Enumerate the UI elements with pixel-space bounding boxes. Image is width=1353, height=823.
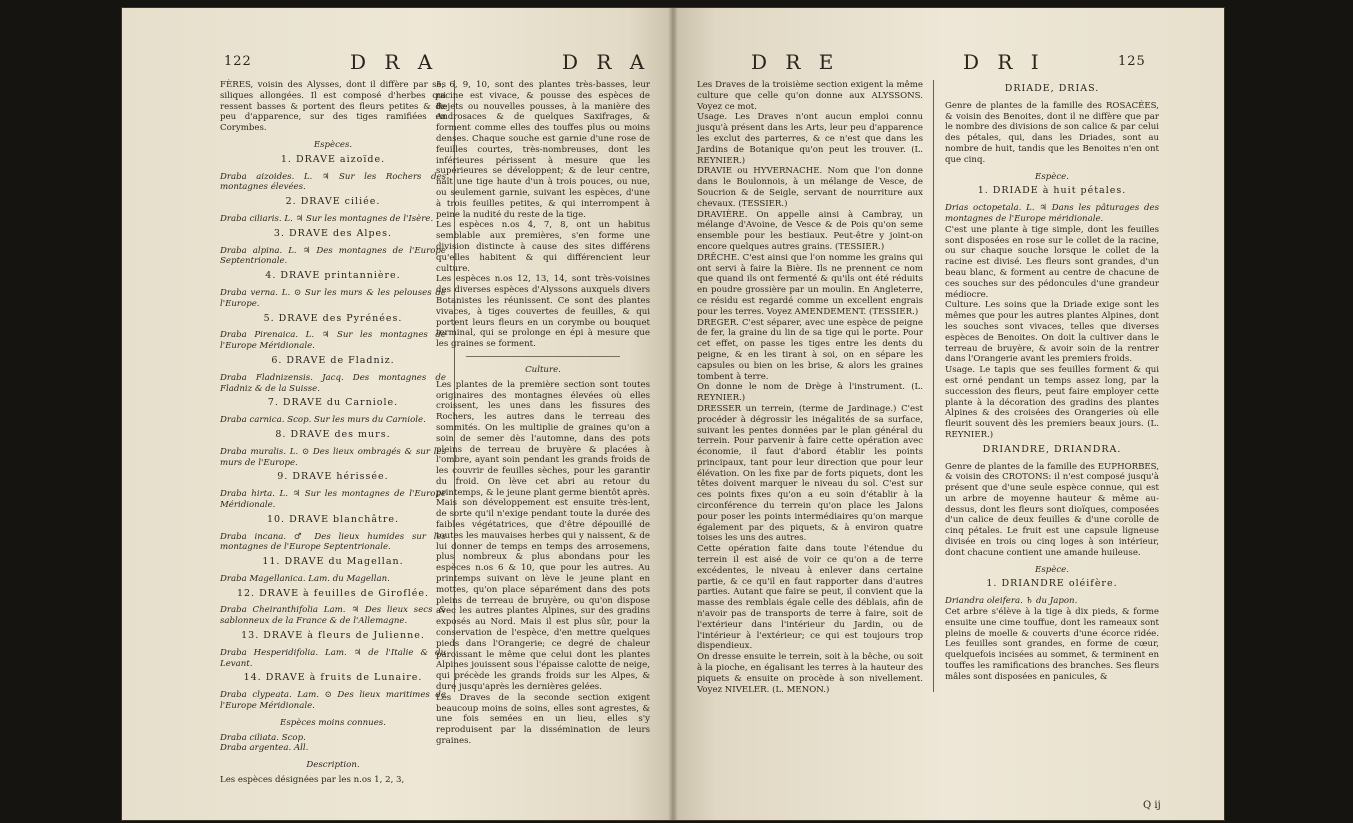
right-page-number: 125 [1118, 54, 1146, 69]
species-text: Draba carnica. Scop. Sur les murs du Carniole. [220, 415, 426, 426]
paragraph: DRESSER un terrein, (terme de Jardinage.) C'est procéder à dégrossir les inégalités de sa surface, suivant les pentes données par le plan général du terrein. Pour parvenir à faire cette opération avec économie, il faut d'abord établir les points principaux, tant pour leur direction que pour leur élévation. On les fixe par de forts piquets, dont les têtes doivent marquer le niveau du sol. C'est sur ces points fixes qu'on a eu soin d'établir à la circonférence du terrein qu'on place les Jalons pour poser les points intermédiaires qu'on marque également par des piquets, & à environ quatre toises les uns des autres. [697, 403, 923, 544]
entry-title: DRIANDRE, DRIANDRA. [982, 443, 1122, 455]
paragraph: DRAVIE ou HYVERNACHE. Nom que l'on donne dans le Boulonnois, à un mélange de Vesce, de Soucrion & de Seigle, servant de nourriture aux chevaux. (TESSIER.) [697, 166, 923, 209]
paragraph: Les espèces désignées par les n.os 1, 2, 3, [220, 775, 405, 786]
section-heading: Espèce. [1035, 564, 1069, 575]
species-text: Draba Hesperidifolia. Lam. ♃ de l'Italie & du Levant. [220, 647, 446, 669]
species-text: Draba verna. L. ⊙ Sur les murs & les pelouses de l'Europe. [220, 287, 446, 309]
species-entry: 6. DRAVE de Fladniz. [271, 354, 395, 366]
paragraph: 5, 6, 9, 10, sont des plantes très-basses, leur racine est vivace, & pousse des espèces de Rejets ou nouvelles pousses, à la manière des Androsaces & de quelques Saxifrages, & forment comme elles des touffes plus ou moins denses. Chaque souche est garnie d'une rose de feuilles courtes, très-nombreuses, dont les inférieures périssent à mesure que les supérieures se développent; & de leur centre, naît une tige haute d'un à trois pouces, ou nue, ou seulement garnie, suivant les espèces, d'une à trois feuilles petites, & qui interrompent à peine la nudité du reste de la tige. [436, 80, 650, 220]
species-text: Draba argentea. All. [220, 743, 309, 754]
paragraph: Les plantes de la première section sont toutes originaires des montagnes élevées où elles croissent, les unes dans les fissures des Rochers, les autres dans le terreau des sommités. On les multiplie de graines qu'on a soin de semer dès l'automne, dans des pots pleins de terreau de bruyère & placées à l'ombre, ayant soin pendant les grands froids de les couvrir de feuilles sèches, pour les garantir du froid. On lève cet abri au retour du printemps, & le jeune plant germe bientôt après. Mais son développement est ensuite très-lent, de sorte qu'il n'exige pendant toute la durée des faibles végétatrices, que d'être dépouillé de toutes les mauvaises herbes qui y naissent, & de lui donner de temps en temps des arrosemens, plus nombreux & plus abondans pour les espèces n.os 6 & 10, que pour les autres. Au printemps suivant on lève le jeune plant en mottes, qu'on place séparément dans des pots pleins de terreau de bruyère, ou qu'on dispose avec les autres plantes Alpines, sur des gradins exposés au Nord. Mais il est plus sûr, pour la conservation de l'espèce, d'en mettre quelques pieds dans l'Orangerie; ce degré de chaleur paroissant le même que celui dont les plantes Alpines jouissent sous l'épaisse calotte de neige, qui précède les grands froids sur les Alpes, & dure jusqu'après les dernières gelées. [436, 379, 650, 693]
paragraph: Les espèces n.os 12, 13, 14, sont très-voisines des diverses espèces d'Alyssons auxquels divers Botanistes les réunissent. Ce sont des plantes vivaces, à tiges couvertes de feuilles, & qui portent leurs fleurs en un corymbe ou bouquet terminal, qui se prolonge en épi à mesure que les graines se forment. [436, 274, 650, 350]
species-text: Driandra oleifera. ♄ du Japon. [945, 596, 1078, 607]
species-entry: 9. DRAVE hérissée. [277, 471, 389, 483]
species-entry: 14. DRAVE à fruits de Lunaire. [243, 672, 423, 684]
species-entry: 5. DRAVE des Pyrénées. [263, 312, 403, 324]
species-text: Draba Cheiranthifolia Lam. ♃ Des lieux secs & sablonneux de la France & de l'Allemagne. [220, 605, 446, 627]
left-running-head-right: D R A [562, 50, 651, 74]
species-entry: 10. DRAVE blanchâtre. [266, 513, 400, 525]
book-gutter [668, 8, 678, 820]
right-page [673, 8, 1224, 820]
left-page-header [122, 50, 673, 78]
paragraph: DREGER. C'est séparer, avec une espèce de peigne de fer, la graine du lin de sa tige qui le porte. Pour cet effet, on passe les tiges entre les dents du peigne, & en les tirant à soi, on en sépare les capsules ou bien on les brise, & alors les graines tombent à terre. [697, 317, 923, 382]
paragraph: Culture. Les soins que la Driade exige sont les mêmes que pour les autres plantes Alpines, dont les souches sont vivaces, telles que diverses espèces de Benoites. On doit la cultiver dans le terreau de bruyère, & avoir soin de la rentrer dans l'Orangerie avant les premiers froids. [945, 300, 1159, 365]
right-page-header [673, 50, 1224, 78]
section-heading: Espèce. [1035, 171, 1069, 182]
paragraph: Les espèces n.os 4, 7, 8, ont un habitus semblable aux premières, s'en forme une division distincte à cause des sites différens qu'elles habitent & qui différencient leur culture. [436, 220, 650, 274]
paragraph: Usage. Les Draves n'ont aucun emploi connu jusqu'à présent dans les Arts, leur peu d'apparence les exclut des parterres, & ce n'est que dans les Jardins de Botanique qu'on peut les trouver. (L. REYNIER.) [697, 112, 923, 166]
species-entry: 7. DRAVE du Carniole. [267, 397, 399, 409]
divider [466, 356, 620, 357]
left-page-number: 122 [224, 54, 252, 69]
paragraph: C'est une plante à tige simple, dont les feuilles sont disposées en rose sur le collet de la racine, ou sur chaque souche lorsque le collet de la racine est divisé. Les fleurs sont grandes, d'un beau blanc, & forment au centre de chacune de ces souches sur des pédoncules d'une grandeur médiocre. [945, 224, 1159, 300]
book-spread [122, 8, 1224, 820]
species-text: Draba Magellanica. Lam. du Magellan. [220, 573, 390, 584]
species-text: Draba Pirenaica. L. ♃ Sur les montagnes de l'Europe Méridionale. [220, 330, 446, 352]
section-heading: Culture. [525, 364, 561, 375]
species-text: Drias octopetala. L. ♃ Dans les pâturages des montagnes de l'Europe méridionale. [945, 203, 1159, 224]
paragraph: Cette opération faite dans toute l'étendue du terrein il est aisé de voir ce qu'on a de terre excédentes, le niveau à enlever dans certaine partie, & ce qu'il en faut rapporter dans d'autres parties. Autant que faire se peut, il convient que la masse des remblais égale celle des déblais, afin de n'avoir pas de transports de terre à faire, soit de l'extérieur dans l'intérieur du Jardin, ou de l'intérieur à l'extérieur; ce qui est toujours trop dispendieux. [697, 544, 923, 652]
species-entry: 1. DRAVE aizoïde. [280, 153, 386, 165]
species-text: Draba incana. ♂ Des lieux humides sur les montagnes de l'Europe Septentrionale. [220, 531, 446, 553]
species-text: Draba ciliata. Scop. [220, 732, 306, 743]
section-heading: Description. [306, 760, 360, 771]
species-entry: 13. DRAVE à fleurs de Julienne. [241, 630, 425, 642]
left-running-head: D R A [350, 50, 439, 74]
species-entry: 8. DRAVE des murs. [275, 428, 391, 440]
species-text: Draba aizoides. L. ♃ Sur les Rochers des montagnes élevées. [220, 171, 446, 193]
signature-mark: Q ij [1143, 800, 1161, 811]
species-entry: 2. DRAVE ciliée. [285, 196, 381, 208]
species-entry: 1. DRIADE à huit pétales. [977, 185, 1127, 197]
entry-title: DRIADE, DRIAS. [1004, 83, 1100, 94]
paragraph: DRAVIÈRE. On appelle ainsi à Cambray, un mélange d'Avoine, de Vesce & de Pois qu'on seme ensemble pour les bestiaux. Peut-être y joint-on encore quelques autres grains. (TESSIER.) [697, 209, 923, 252]
species-entry: 4. DRAVE printannière. [265, 270, 401, 282]
species-entry: 12. DRAVE à feuilles de Giroflée. [236, 587, 430, 599]
section-heading: Espèces. [313, 139, 353, 150]
paragraph: Genre de plantes de la famille des EUPHORBES, & voisin des CROTONS: il n'est composé jusqu'à présent que d'une seule espèce connue, qui est un arbre de moyenne hauteur & même au-dessus, dont les fleurs sont dioïques, composées d'un calice de deux feuilles & d'une corolle de cinq pétales. Le fruit est une capsule ligneuse divisée en trois ou cinq loges à son intérieur, dont chacune contient une amande huileuse. [945, 461, 1159, 558]
paragraph: On dresse ensuite le terrein, soit à la bêche, ou soit à la pioche, en égalisant les terres à la hauteur des piquets & ensuite on procède à son nivellement. Voyez NIVELER. (L. MENON.) [697, 652, 923, 695]
left-page [122, 8, 673, 820]
species-text: Draba hirta. L. ♃ Sur les montagnes de l'Europe Méridionale. [220, 489, 446, 510]
right-running-head-left: D R E [751, 50, 840, 74]
paragraph: Les Draves de la troisième section exigent la même culture que celle qu'on donne aux ALYSSONS. Voyez ce mot. [697, 80, 923, 112]
species-entry: 3. DRAVE des Alpes. [273, 227, 393, 239]
paragraph: DRÊCHE. C'est ainsi que l'on nomme les grains qui ont servi à faire la Bière. Ils ne prennent ce nom que quand ils ont fermenté & qu'ils ont été réduits en poudre grossière par un moulin. En Angleterre, ce résidu est regardé comme un excellent engrais pour les terres. Voyez AMENDEMENT. (TESSIER.) [697, 252, 923, 317]
left-column-2 [436, 80, 650, 747]
paragraph: Les Draves de la seconde section exigent beaucoup moins de soins, elles sont agrestes, & une fois semées en un lieu, elles s'y reproduisent par la dissémination de leurs graines. [436, 692, 650, 747]
paragraph: Cet arbre s'élève à la tige à dix pieds, & forme ensuite une cime touffue, dont les rameaux sont pleins de moelle & couverts d'une écorce ridée. Les feuilles sont grandes, en forme de cœur, quelquefois incisées au sommet, & terminent en touffes les ramifications des branches. Ses fleurs mâles sont disposées en panicules, & [945, 607, 1159, 682]
species-text: Draba alpina. L. ♃ Des montagnes de l'Europe Septentrionale. [220, 245, 446, 267]
species-text: Draba ciliaris. L. ♃ Sur les montagnes de l'Isère. [220, 213, 434, 224]
paragraph: On donne le nom de Drège à l'instrument. (L. REYNIER.) [697, 382, 923, 404]
left-column-1 [220, 80, 446, 786]
paragraph: FÈRES, voisin des Alysses, dont il diffère par ses siliques allongées. Il est composé d'herbes qui ressent basses & portent des fleurs petites & de peu d'apparence, sur des tiges ramifiées en Corymbes. [220, 80, 446, 134]
paragraph: Usage. Le tapis que ses feuilles forment & qui est orné pendant un temps assez long, par la succession des fleurs, peut faire employer cette plante à la décoration des gradins des plantes Alpines & des croisées des Orangeries où elle fleurit souvent dès les premiers beaux jours. (L. REYNIER.) [945, 365, 1159, 440]
species-text: Draba clypeata. Lam. ⊙ Des lieux maritimes de l'Europe Méridionale. [220, 690, 446, 712]
paragraph: Genre de plantes de la famille des ROSACÉES, & voisin des Benoites, dont il ne diffère que par le nombre des divisions de son calice & par celui des pétales, qui, dans les Driades, sont au nombre de huit, tandis que les Benoites n'en ont que cinq. [945, 100, 1159, 165]
right-column-1 [697, 80, 923, 695]
species-text: Draba muralis. L. ⊙ Des lieux ombragés & sur les murs de l'Europe. [220, 446, 446, 468]
section-heading: Espèces moins connues. [280, 717, 386, 728]
species-entry: 11. DRAVE du Magellan. [262, 556, 404, 568]
species-entry: 1. DRIANDRE oléifère. [986, 578, 1118, 590]
right-column-2 [945, 80, 1159, 683]
column-rule [933, 80, 934, 692]
right-running-head: D R I [963, 50, 1045, 74]
species-text: Draba Fladnizensis. Jacq. Des montagnes de Fladniz & de la Suisse. [220, 372, 446, 394]
